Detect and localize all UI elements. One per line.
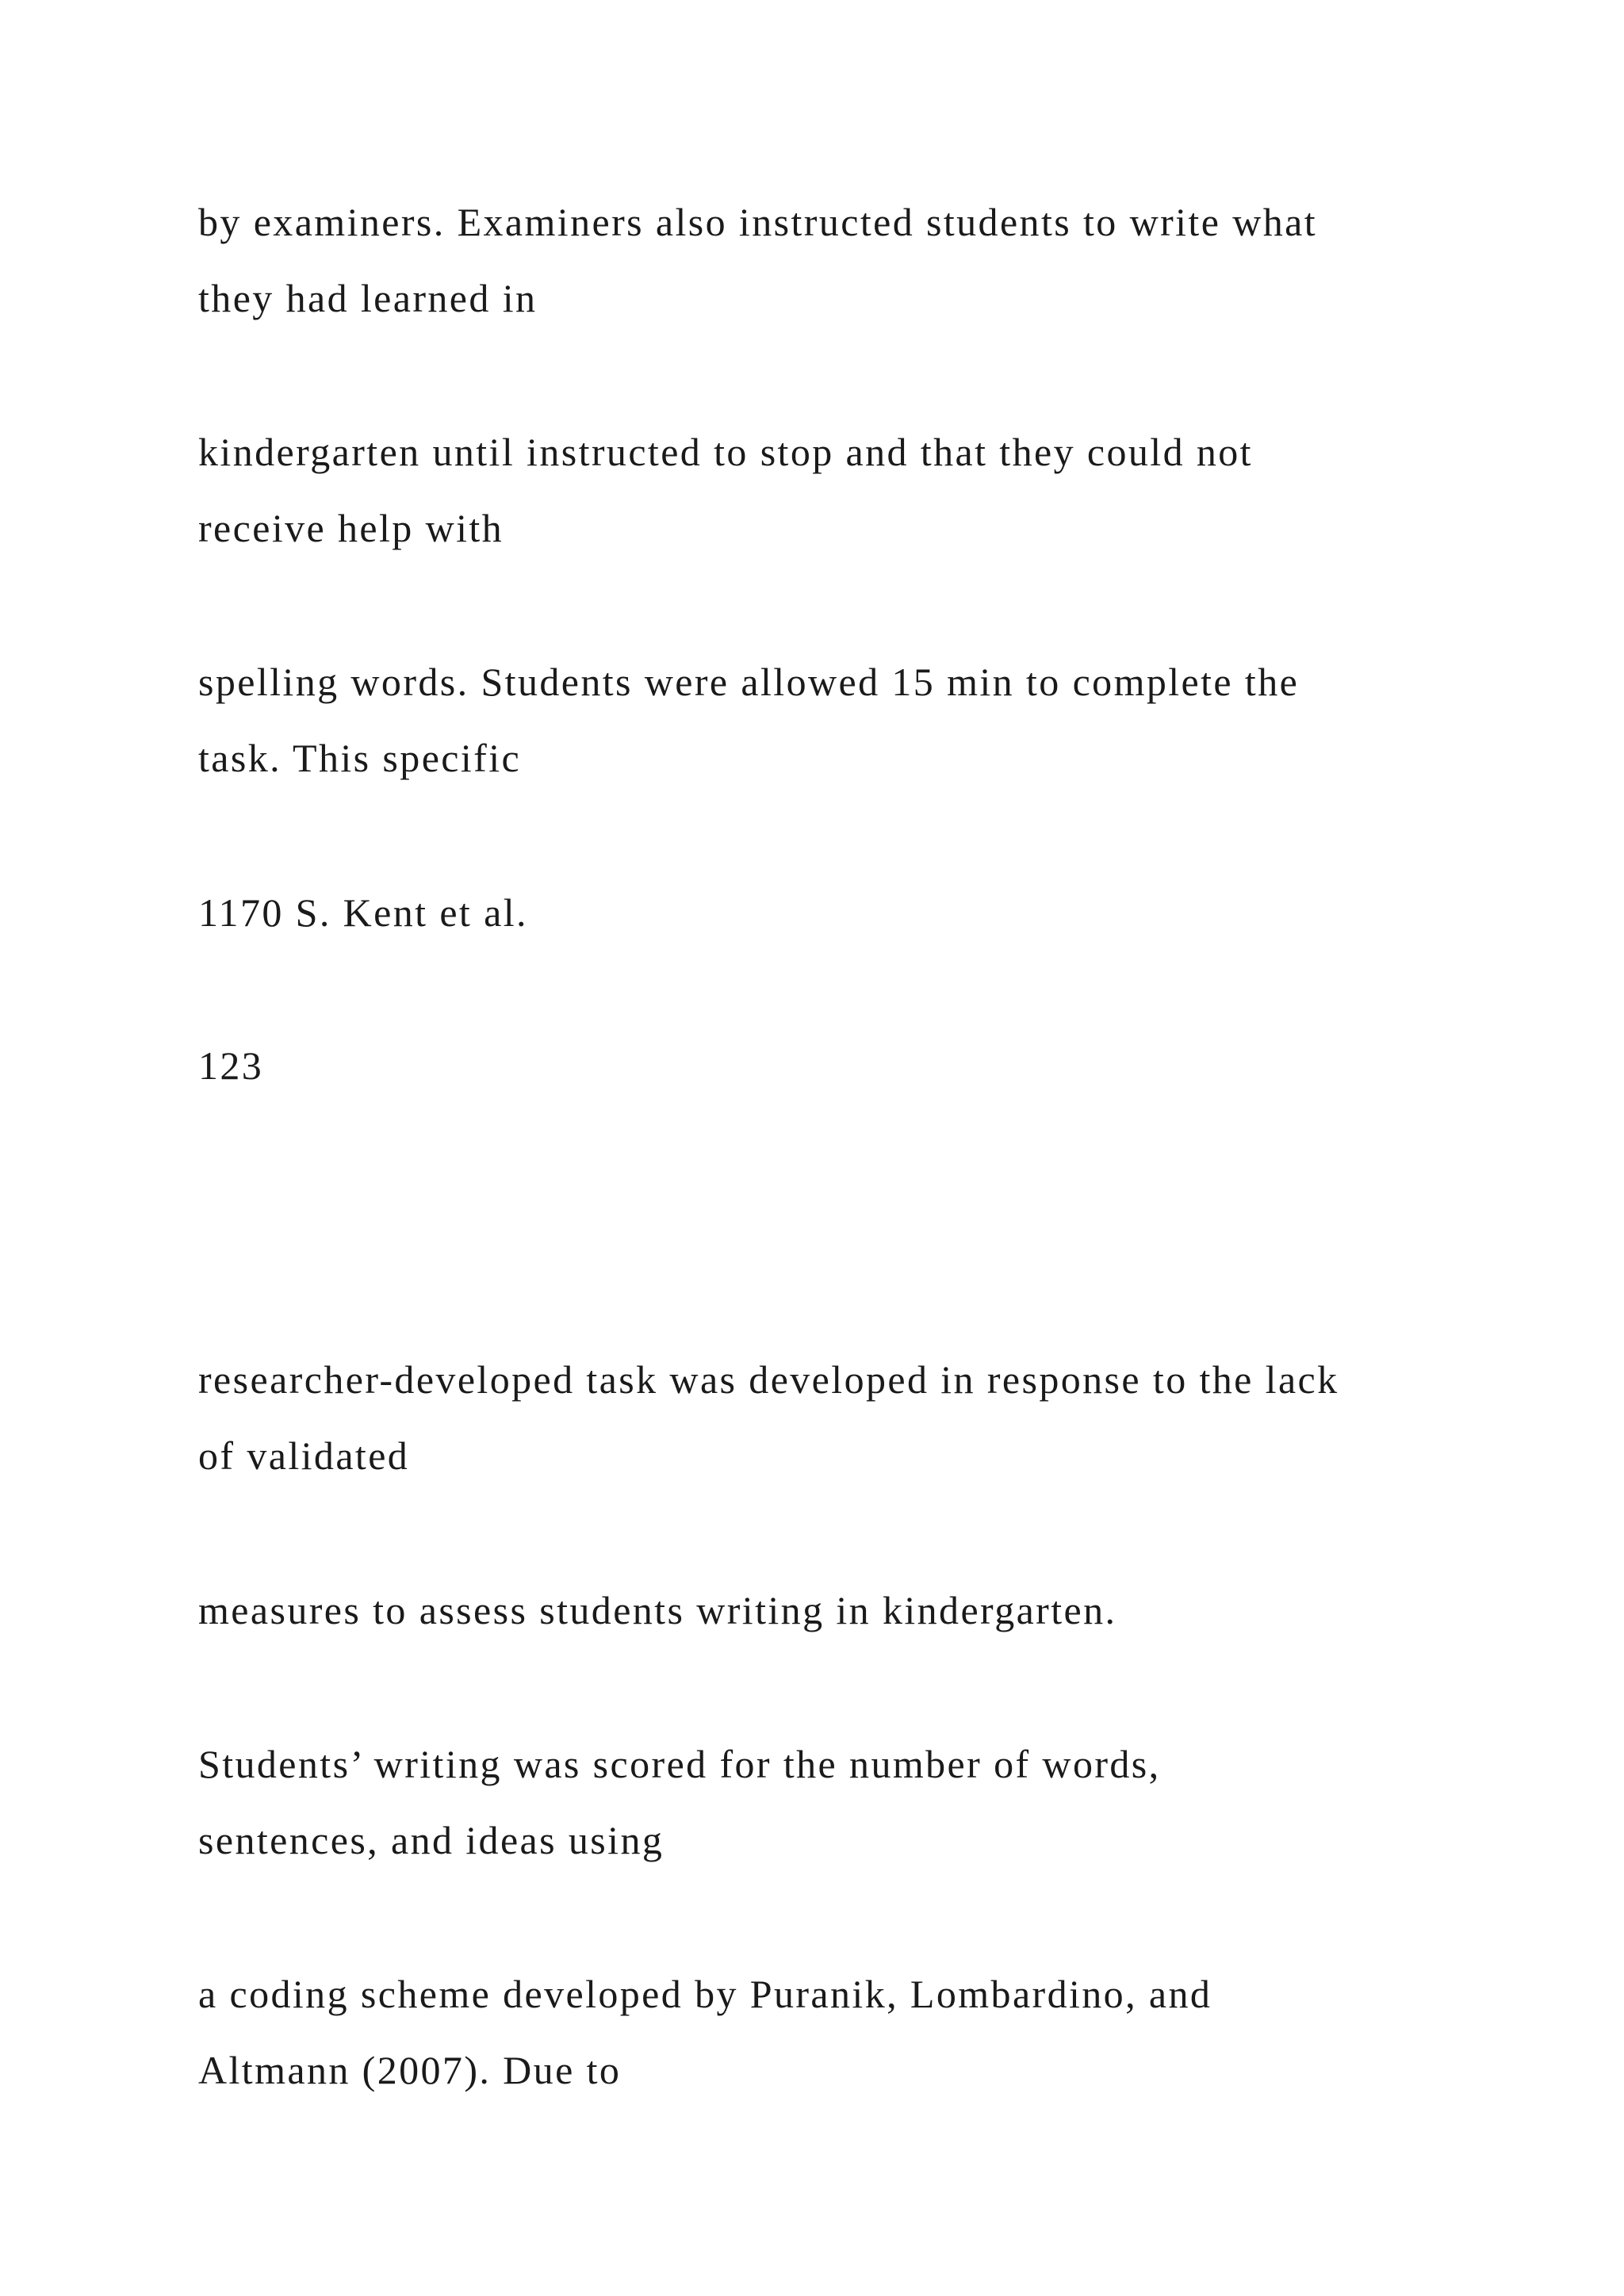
running-header xyxy=(198,874,1507,951)
paragraph-spelling-time-limit xyxy=(198,644,1507,796)
page-number xyxy=(198,1027,1507,1104)
text-line: measures to assess students writing in kindergarten. xyxy=(198,1588,1117,1632)
text-line: 123 xyxy=(198,1043,264,1088)
paragraph-researcher-developed-task xyxy=(198,1341,1507,1494)
text-line: of validated xyxy=(198,1433,410,1478)
text-line: kindergarten until instructed to stop and that they could not xyxy=(198,430,1253,474)
text-line: 1170 S. Kent et al. xyxy=(198,890,528,935)
text-line: task. This specific xyxy=(198,736,522,780)
text-line: Students’ writing was scored for the number of words, xyxy=(198,1742,1161,1786)
paragraph-scoring xyxy=(198,1726,1507,1878)
text-line: they had learned in xyxy=(198,276,538,320)
text-line: a coding scheme developed by Puranik, Lombardino, and xyxy=(198,1972,1212,2016)
text-line: researcher-developed task was developed in response to the lack xyxy=(198,1357,1339,1402)
paragraph-kindergarten-instructions xyxy=(198,414,1507,566)
text-line: spelling words. Students were allowed 15 min to complete the xyxy=(198,660,1300,704)
text-line: sentences, and ideas using xyxy=(198,1818,665,1862)
paragraph-examiners-instructions xyxy=(198,184,1507,336)
text-line: Altmann (2007). Due to xyxy=(198,2048,622,2092)
text-line: by examiners. Examiners also instructed students to write what xyxy=(198,200,1318,244)
paragraph-measures xyxy=(198,1572,1507,1648)
paragraph-coding-scheme xyxy=(198,1956,1507,2108)
text-line: receive help with xyxy=(198,506,504,550)
